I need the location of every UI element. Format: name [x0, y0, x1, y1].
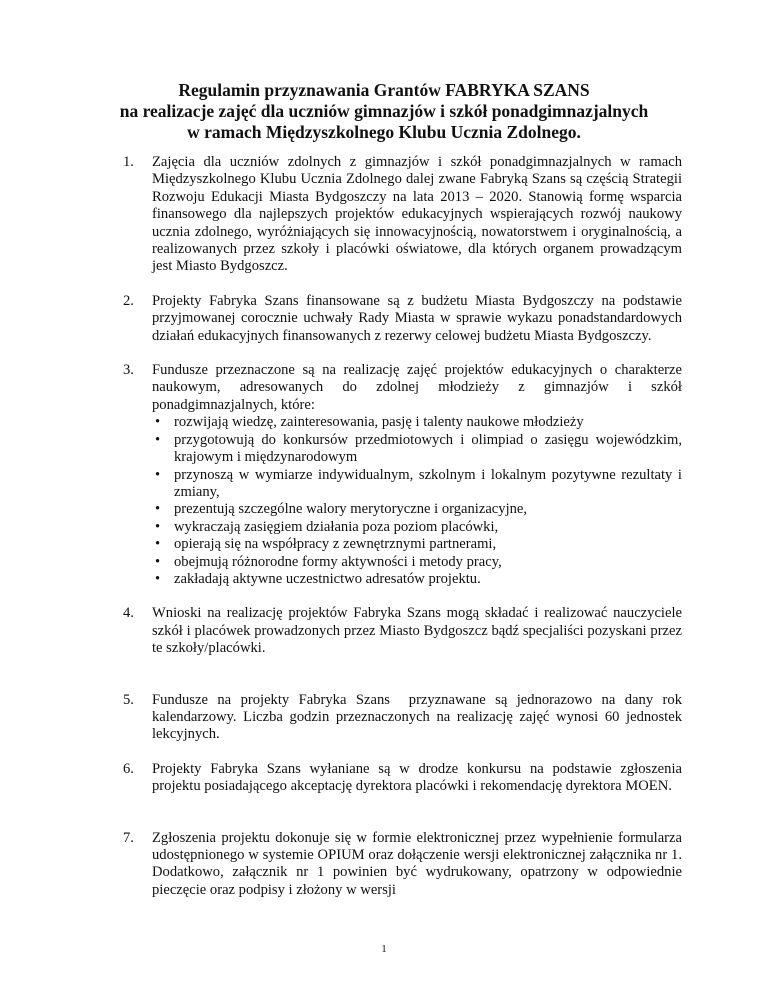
- item-text: Zajęcia dla uczniów zdolnych z gimnazjów i szkół ponadgimnazjalnych w ramach Międzyszkolnego Klubu Ucznia Zdolnego dalej zwane Fabryką Szans są częścią Strategii Rozwoju Edukacji Miasta Bydgoszczy na lata 2013 – 2020. Stanowią formę wsparcia finansowego dla najlepszych projektów edukacyjnych wspierających rozwój naukowy ucznia zdolnego, wyróżniających się innowacyjnością, nowatorstwem i oryginalnością, a realizowanych przez szkoły i placówki oświatowe, dla których organem prowadzącym jest Miasto Bydgoszcz.: [152, 154, 682, 275]
- bullet-item: • zakładają aktywne uczestnictwo adresatów projektu.: [155, 570, 481, 587]
- item-number: 5.: [123, 691, 134, 708]
- bullet-item: • przygotowują do konkursów przedmiotowych i olimpiad o zasięgu wojewódzkim, krajowym i międzynarodowym: [155, 431, 682, 466]
- document-title: [0, 80, 768, 143]
- regulation-list: [123, 154, 686, 899]
- item-number: 7.: [123, 829, 134, 846]
- item-text: Fundusze na projekty Fabryka Szans przyznawane są jednorazowo na dany rok kalendarzowy. Liczba godzin przeznaczonych na realizację zajęć wynosi 60 jednostek lekcyjnych.: [152, 691, 686, 743]
- item-number: 1.: [123, 154, 134, 170]
- title-line-1: Regulamin przyznawania Grantów FABRYKA SZANS: [178, 80, 590, 100]
- criteria-bullet-list: [152, 414, 682, 588]
- bullet-item: • rozwijają wiedzę, zainteresowania, pasję i talenty naukowe młodzieży: [155, 414, 584, 431]
- item-text: Projekty Fabryka Szans finansowane są z budżetu Miasta Bydgoszczy na podstawie przyjmowanej corocznie uchwały Rady Miasta w sprawie wykazu ponadstandardowych działań edukacyjnych finansowanych z rezerwy celowej budżetu Miasta Bydgoszczy.: [152, 292, 682, 344]
- item-text: Projekty Fabryka Szans wyłaniane są w drodze konkursu na podstawie zgłoszenia projektu posiadającego akceptację dyrektora placówki i rekomendację dyrektora MOEN.: [152, 760, 682, 795]
- bullet-icon: •: [155, 501, 161, 518]
- bullet-item: • obejmują różnorodne formy aktywności i metody pracy,: [155, 553, 502, 570]
- title-line-3: w ramach Międzyszkolnego Klubu Ucznia Zdolnego.: [187, 122, 581, 142]
- bullet-item: • opierają się na współpracy z zewnętrznymi partnerami,: [155, 536, 497, 553]
- bullet-icon: •: [155, 414, 161, 431]
- regulation-item-7: [123, 829, 682, 900]
- regulation-item-1: [123, 154, 682, 276]
- item-text: Zgłoszenia projektu dokonuje się w formie elektronicznej przez wypełnienie formularza udostępnionego w systemie OPIUM oraz dołączenie wersji elektronicznej załącznika nr 1. Dodatkowo, załącznik nr 1 powinien być wydrukowany, opatrzony w odpowiednie pieczęcie oraz podpisy i złożony w wersji: [152, 829, 682, 898]
- item-text: Wnioski na realizację projektów Fabryka Szans mogą składać i realizować nauczyciele szkół i placówek prowadzonych przez Miasto Bydgoszcz bądź specjaliści pozyskani przez te szkoły/placówki.: [152, 605, 682, 657]
- item-number: 4.: [123, 605, 134, 622]
- bullet-icon: •: [155, 553, 161, 570]
- item-number: 2.: [123, 292, 134, 309]
- regulation-item-5: [123, 691, 686, 744]
- bullet-icon: •: [155, 466, 161, 483]
- regulation-item-6: [123, 760, 682, 796]
- item-number: 3.: [123, 362, 134, 379]
- bullet-icon: •: [155, 570, 161, 587]
- item-number: 6.: [123, 760, 134, 777]
- title-line-2: na realizacje zajęć dla uczniów gimnazjów i szkół ponadgimnazjalnych: [119, 101, 649, 121]
- bullet-icon: •: [155, 431, 161, 448]
- bullet-item: • prezentują szczególne walory merytoryczne i organizacyjne,: [155, 501, 528, 518]
- bullet-icon: •: [155, 518, 161, 535]
- regulation-item-2: [123, 292, 682, 345]
- item-text: Fundusze przeznaczone są na realizację zajęć projektów edukacyjnych o charakterze naukowym, adresowanych do zdolnej młodzieży z gimnazjów i szkół ponadgimnazjalnych, które:: [152, 362, 682, 413]
- bullet-icon: •: [155, 536, 161, 553]
- page-number: 1: [381, 943, 387, 955]
- regulation-item-3: [123, 362, 682, 588]
- bullet-item: • przynoszą w wymiarze indywidualnym, szkolnym i lokalnym pozytywne rezultaty i zmiany,: [155, 466, 682, 500]
- bullet-item: • wykraczają zasięgiem działania poza poziom placówki,: [155, 518, 499, 535]
- regulation-item-4: [123, 605, 682, 657]
